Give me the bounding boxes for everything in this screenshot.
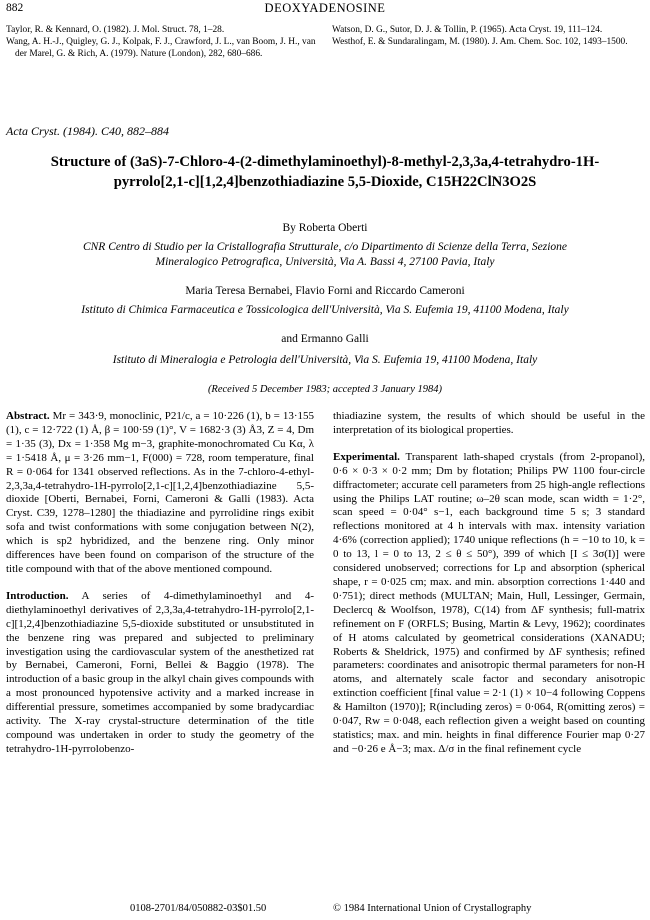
page-number: 882 [6,2,24,14]
references-left [6,24,318,61]
footer-code: 0108-2701/84/050882-03$01.50 [130,903,267,914]
received-dates: (Received 5 December 1983; accepted 3 January 1984) [207,384,443,395]
affiliation-1-line-1: CNR Centro di Studio per la Cristallografia Strutturale, c/o Dipartimento di Scienze della Terra, Sezione [82,241,568,253]
affiliation-1-line-2: Mineralogico Petrografica, Università, Via A. Bassi 4, 27100 Pavia, Italy [155,256,495,268]
reference-item: Westhof, E. & Sundaralingam, M. (1980). J. Am. Chem. Soc. 102, 1493–1500. [332,37,628,48]
continuation-paragraph: thiadiazine system, the results of which should be useful in the interpretation of its biological properties. [333,410,645,436]
abstract-body: Mr = 343·9, monoclinic, P21/c, a = 10·226 (1), b = 13·155 (1), c = 12·722 (1) Å, β = 100·59 (1)°, V = 1682·3 (3) Å3, Z = 4, Dm = 1·35 (3), Dx = 1·358 Mg m−3, graphite-monochromated Cu Kα, λ = 1·5418 Å, μ = 3·26 mm−1, F(000) = 728, room temperature, final R = 0·064 for 1341 observed reflections. As in the 7-chloro-4-ethyl-2,3,3a,4-tetrahydro-1H-pyrrolo[2,1-c][1,2,4]benzothiadiazine 5,5-dioxide [Oberti, Bernabei, Forni, Cameroni & Galli (1983). Acta Cryst. C39, 1278–1280] the thiadiazine and pyrrolidine rings exibit sofa and twist conformations with some conjugation between N(2), which is sp2 hybridized, and the benzene ring. Only minor differences have been found on comparison of the structure of the title compound with that of the above mentioned compound. [6,410,314,575]
affiliation-2: Istituto di Chimica Farmaceutica e Tossicologica dell'Università, Via S. Eufemia 19, 41100 Modena, Italy [81,304,569,316]
reference-item: Wang, A. H.-J., Quigley, G. J., Kolpak, F. J., Crawford, J. L., van Boom, J. H., van der Marel, G. & Rich, A. (1979). Nature (London), 282, 680–686. [6,37,316,60]
affiliation-3: Istituto di Mineralogia e Petrologia dell'Università, Via S. Eufemia 19, 41100 Modena, Italy [112,354,538,366]
left-column [6,410,314,757]
byline-3: and Ermanno Galli [281,333,369,345]
abstract-heading: Abstract. [6,410,50,422]
introduction-heading: Introduction. [6,589,69,602]
experimental-body: Transparent lath-shaped crystals (from 2-propanol), 0·6 × 0·3 × 0·2 mm; Dm by flotation; Philips PW 1100 four-circle diffractometer; accurate cell parameters from 25 high-angle reflections using the Philips LAT routine; ω–2θ scan mode, scan width = 1·2°, scan speed = 0·04° s−1, each background time 5 s; 3 standard reflections monitored at 4 h intervals with max. intensity variation 4·6% (correction applied); 1740 unique reflections (h = −10 to 10, k = 0 to 13, l = 0 to 13, 2 ≤ θ ≤ 50°), 399 of which [I ≤ 3σ(I)] were considered unobserved; corrections for Lp and absorption (spherical shape, r = 0·025 cm; max. and min. absorption corrections 1·440 and 0·751); direct methods (MULTAN; Main, Hull, Lessinger, Germain, Declercq & Woolfson, 1978), C(14) from ΔF synthesis; full-matrix refinement on F (ORFLS; Busing, Martin & Levy, 1962); coordinates of H atoms calculated by geometrical considerations (XANADU; Roberts & Sheldrick, 1975) and confirmed by ΔF synthesis; refined parameters: coordinates and anisotropic thermal parameters for non-H atoms, and alternately scale factor and secondary anisotropic extinction coefficient [final value = 2·1 (1) × 10−4 following Coppens & Hamilton (1970)]; R(including zeros) = 0·064, R(omitting zeros) = 0·047, Rw = 0·048, each reflection given a weight based on counting statistics; max. and min. heights in final difference Fourier map 0·27 and −0·26 e Å−3; max. Δ/σ in the final refinement cycle [333,450,645,755]
footer-copyright: © 1984 International Union of Crystallography [333,903,532,914]
right-column [333,410,645,757]
reference-item: Taylor, R. & Kennard, O. (1982). J. Mol. Struct. 78, 1–28. [6,25,225,35]
article-title [4,152,646,192]
byline-1: By Roberta Oberti [282,222,368,234]
abstract-paragraph [6,410,314,577]
reference-item: Watson, D. G., Sutor, D. J. & Tollin, P. (1965). Acta Cryst. 19, 111–124. [332,25,603,35]
byline-2: Maria Teresa Bernabei, Flavio Forni and Riccardo Cameroni [185,285,465,297]
experimental-heading: Experimental. [333,450,400,463]
experimental-paragraph [333,451,645,757]
journal-citation: Acta Cryst. (1984). C40, 882–884 [6,124,169,138]
running-title: DEOXYADENOSINE [264,1,386,15]
introduction-body: A series of 4-dimethylaminoethyl and 4-diethylaminoethyl derivatives of 2,3,3a,4-tetrahydro-1H-pyrrolo[2,1-c][1,2,4]benzothiadiazine 5,5-dioxide substituted or unsubstituted in the benzene ring was prepared and subjected to preliminary investigation using the cardiovascular system of the anesthetized rat by Bernabei, Cameroni, Forni, Bellei & Baggio (1978). The introduction of a basic group in the alkyl chain gives compounds with a most pronounced hypotensive activity and a marked increase in differential pressure, sometimes accompanied by some bradycardiac activity. The X-ray crystal-structure determination of the title compound was undertaken in order to study the geometry of the tetrahydro-1H-pyrrolobenzo- [6,589,314,755]
affiliation-1 [14,240,636,270]
article-title-line-2: pyrrolo[2,1-c][1,2,4]benzothiadiazine 5,5-Dioxide, C15H22ClN3O2S [113,174,537,190]
introduction-paragraph [6,590,314,757]
references-right [332,24,644,48]
article-title-line-1: Structure of (3aS)-7-Chloro-4-(2-dimethylaminoethyl)-8-methyl-2,3,3a,4-tetrahydro-1H- [50,154,600,170]
